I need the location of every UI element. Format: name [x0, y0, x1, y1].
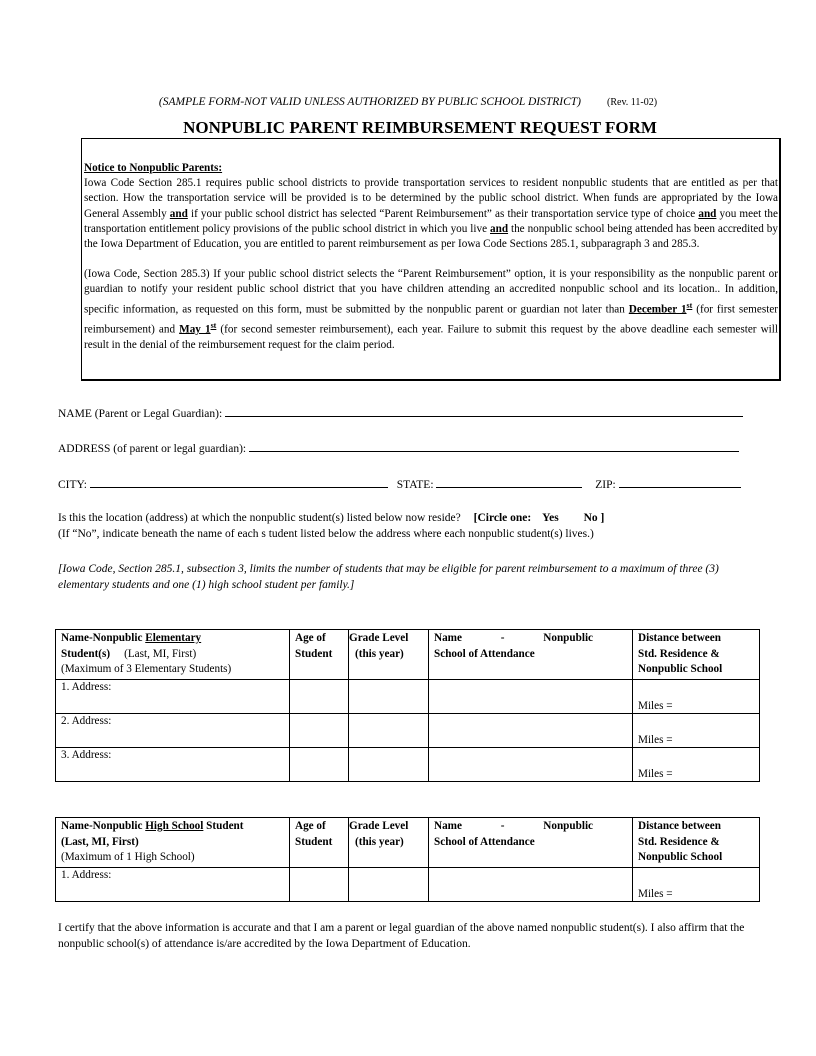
table-header-row	[56, 818, 760, 868]
notice-heading: Notice to Nonpublic Parents:	[84, 162, 223, 174]
sample-disclaimer: (SAMPLE FORM-NOT VALID UNLESS AUTHORIZED BY PUBLIC SCHOOL DISTRICT)	[158, 96, 582, 108]
col-grade: Grade Level (this year)	[349, 630, 429, 680]
certification-statement: I certify that the above information is accurate and that I am a parent or legal guardian of the above named nonpublic student(s). I also affirm that the nonpublic school(s) of attendance is/are accredited by the Iowa Department of Education.	[58, 922, 745, 950]
revision: (Rev. 11-02)	[607, 97, 658, 108]
address-cell[interactable]: 3. Address:	[56, 747, 290, 781]
state-label: STATE:	[396, 479, 434, 491]
age-cell[interactable]	[290, 867, 349, 901]
state-field[interactable]	[436, 475, 582, 488]
notice-box	[81, 138, 781, 381]
col-age: Age of Student	[290, 818, 349, 868]
school-cell[interactable]	[429, 747, 633, 781]
name-field-row	[58, 404, 743, 420]
city-state-zip-row	[58, 475, 741, 491]
zip-field[interactable]	[619, 475, 741, 488]
form-title: NONPUBLIC PARENT REIMBURSEMENT REQUEST FORM	[183, 118, 657, 137]
age-cell[interactable]	[290, 679, 349, 713]
no-option[interactable]: No ]	[583, 512, 605, 524]
question-note: (If “No”, indicate beneath the name of each s tudent listed below the address where each nonpublic student(s) lives.)	[58, 528, 594, 540]
notice-paragraph-1: Iowa Code Section 285.1 requires public school districts to provide transportation services to resident nonpublic students that are entitled as per that section. How the transportation service will be provided is to be determined by the public school district. When funds are appropriated by the Iowa General Assembly and if your public school district has selected “Parent Reimbursement” as their transportation service type of choice and you meet the transportation entitlement policy provisions of the public school district in which you live and the nonpublic school being attended has been accredited by the Iowa Department of Education, you are entitled to parent reimbursement as per Iowa Code Sections 285.1, subparagraph 3 and 285.3.	[84, 177, 778, 251]
city-label: CITY:	[58, 479, 87, 491]
grade-cell[interactable]	[349, 679, 429, 713]
school-cell[interactable]	[429, 713, 633, 747]
miles-cell[interactable]: Miles =	[633, 747, 760, 781]
statute-note: [Iowa Code, Section 285.1, subsection 3, limits the number of students that may be eligible for parent reimbursement to a maximum of three (3) elementary students and one (1) high school student per family.]	[58, 563, 719, 591]
grade-cell[interactable]	[349, 747, 429, 781]
address-field[interactable]	[249, 439, 739, 452]
school-cell[interactable]	[429, 679, 633, 713]
address-cell[interactable]: 2. Address:	[56, 713, 290, 747]
col-student-name: Name-Nonpublic Elementary Student(s) (Last, MI, First) (Maximum of 3 Elementary Students)	[56, 630, 290, 680]
miles-cell[interactable]: Miles =	[633, 679, 760, 713]
yes-option[interactable]: Yes	[542, 512, 559, 524]
high-school-student-table	[55, 817, 760, 902]
question-text: Is this the location (address) at which the nonpublic student(s) listed below now reside?	[58, 512, 461, 524]
col-grade: Grade Level (this year)	[349, 818, 429, 868]
miles-cell[interactable]: Miles =	[633, 867, 760, 901]
grade-cell[interactable]	[349, 713, 429, 747]
address-cell[interactable]: 1. Address:	[56, 679, 290, 713]
col-student-name: Name-Nonpublic High School Student (Last, MI, First) (Maximum of 1 High School)	[56, 818, 290, 868]
table-row[interactable]	[56, 679, 760, 713]
table-row[interactable]	[56, 867, 760, 901]
zip-label: ZIP:	[595, 479, 616, 491]
age-cell[interactable]	[290, 713, 349, 747]
miles-cell[interactable]: Miles =	[633, 713, 760, 747]
table-row[interactable]	[56, 713, 760, 747]
age-cell[interactable]	[290, 747, 349, 781]
col-distance: Distance between Std. Residence & Nonpublic School	[633, 818, 760, 868]
name-field[interactable]	[225, 404, 743, 417]
table-row[interactable]	[56, 747, 760, 781]
address-cell[interactable]: 1. Address:	[56, 867, 290, 901]
school-cell[interactable]	[429, 867, 633, 901]
col-school: Name - Nonpublic School of Attendance	[429, 630, 633, 680]
elementary-student-table	[55, 629, 760, 782]
col-age: Age of Student	[290, 630, 349, 680]
city-field[interactable]	[90, 475, 388, 488]
col-distance: Distance between Std. Residence & Nonpublic School	[633, 630, 760, 680]
table-header-row	[56, 630, 760, 680]
col-school: Name - Nonpublic School of Attendance	[429, 818, 633, 868]
name-label: NAME (Parent or Legal Guardian):	[58, 408, 223, 420]
circle-one-label: [Circle one:	[473, 512, 532, 524]
grade-cell[interactable]	[349, 867, 429, 901]
address-label: ADDRESS (of parent or legal guardian):	[58, 443, 247, 455]
sample-notice	[0, 96, 816, 108]
address-field-row	[58, 439, 739, 455]
notice-paragraph-2: (Iowa Code, Section 285.3) If your public school district selects the “Parent Reimbursement” option, it is your responsibility as the nonpublic parent or guardian to notify your resident public school district that you have children attending an accredited nonpublic school and its location.. In addition, specific information, as requested on this form, must be submitted by the nonpublic parent or guardian not later than December 1st (for first semester reimbursement) and May 1st (for second semester reimbursement), each year. Failure to submit this request by the above deadline each semester will result in the denial of the reimbursement request for the claim period.	[84, 268, 779, 351]
residence-question	[58, 510, 604, 542]
